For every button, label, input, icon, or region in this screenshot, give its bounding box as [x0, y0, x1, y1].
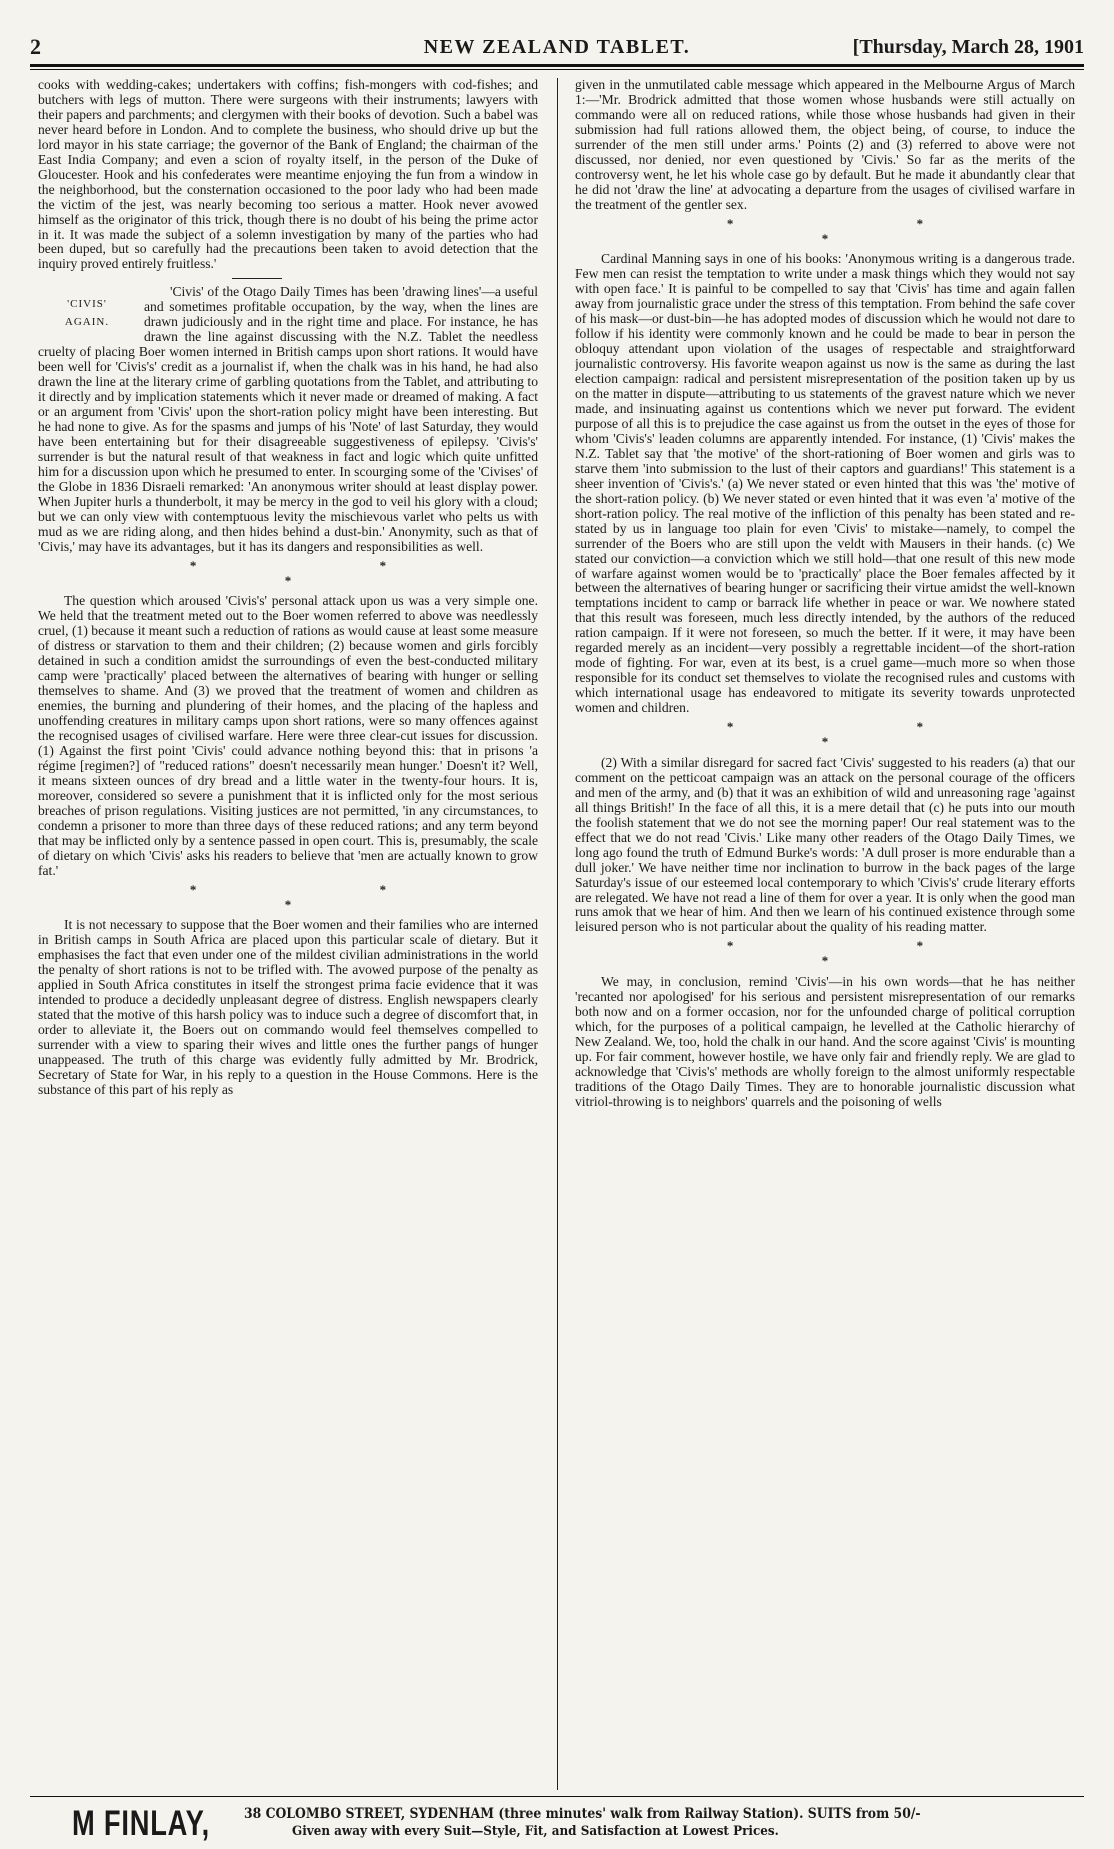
- left-column: [38, 78, 538, 1788]
- left-paragraph-civis-again: 'Civis' of the Otago Daily Times has been 'drawing lines'—a useful and sometimes profitable occupation, by the way, when the lines are drawn judiciously and in the right time and place. For instance, he has drawn the line against discussing with the N.Z. Tablet the needless cruelty of placing Boer women interned in British camps upon short rations. It would have been well for 'Civis's' credit as a journalist if, when the chalk was in his hand, he had also drawn the line at the literary crime of garbling quotations from the Tablet, and attributing to it directly and by implication statements which it never made or dreamed of making. A fact or an argument from 'Civis' upon the short-ration policy might have been interesting. But he had none to give. As for the spasms and jumps of his 'Note' of last Saturday, they would have been entertaining but for their disagreeable suggestiveness of epilepsy. 'Civis's' surrender is but the natural result of that weakness in fact and logic which quite unfitted him for a discussion upon which he presumed to enter. In scourging some of the 'Civises' of the Globe in 1836 Disraeli remarked: 'An anonymous writer should at least display power. When Jupiter hurls a thunderbolt, it may be mercy in the god to veil his glory with a cloud; but we can only view with contemptuous levity the mischievous varlet who pelts us with mud as we are riding along, and then hides behind a dust-bin.' Anonymity, such as that of 'Civis,' may have its advantages, but it has its dangers and responsibilities as well.: [38, 284, 538, 554]
- newspaper-title: NEW ZEALAND TABLET.: [423, 36, 691, 58]
- advertisement-footer: [30, 1802, 1084, 1846]
- asterism-divider: * * *: [726, 938, 1014, 969]
- civis-again-section: [38, 285, 538, 554]
- right-paragraph-manning: Cardinal Manning says in one of his books: 'Anonymous writing is a dangerous trade. Few men can resist the temptation to write under a mask things which they would not say with open face.' It is painful to be compelled to say that 'Civis' has time and again fallen away from journalistic grace under the stress of this temptation. From behind the safe cover of his mask—or dust-bin—he has adopted modes of discussion which he would not dare to follow if his identity were commonly known and he could be made to bear in person the obloquy attendant upon violation of the usages of respectable and straightforward journalistic controversy. His favorite weapon against us now is the same as during the last election campaign: radical and persistent misrepresentation of the position taken up by us on the matter in dispute—attributing to us statements of the gravest nature which we never made, and insinuating against us contentions which we never put forward. The evident purpose of all this is to prejudice the case against us from the outset in the eyes of those for whom 'Civis's' leaden columns are apparently intended. For instance, (1) 'Civis' makes the N.Z. Tablet say that 'the motive' of the short-rationing of Boer women and girls was to starve them 'into submission to the lust of their captors and guardians!' This statement is a sheer invention of 'Civis's.' (a) We never stated or even hinted that this was 'the' motive of the short-ration policy. (b) We never stated or even hinted that it was even 'a' motive of the short-ration policy. The real motive of the infliction of this penalty has been stated and re-stated by us in language too plain for even 'Civis' to mistake—namely, to compel the surrender of the Boers who are still upon the veldt with Mausers in their hands. (c) We stated our conviction—a conviction which we still hold—that one result of this new mode of warfare against women would be to 'practically' place the Boer females affected by it between the alternatives of bearing hunger or sacrificing their virtue amidst the well-known temptations incident to camp or barrack life whether in peace or war. We nowhere stated that this result was foreseen, much less directly intended, by the authors of the reduced ration campaign. If it were not foreseen, so much the better. If it were, it may have been regarded merely as an incident—very possibly a regrettable incident—of the short-ration mode of fighting. For war, even at its best, is a cruel game—much more so when those responsible for its conduct set themselves to violate the recognised rules and customs with which international usage has endeavored to mitigate its severity towards unprotected women and children.: [575, 251, 1075, 716]
- right-column: [575, 78, 1075, 1788]
- side-heading-line-1: 'CIVIS': [67, 298, 107, 311]
- page-header: [30, 34, 1084, 64]
- header-rule-thick: [30, 64, 1084, 67]
- asterism-divider: * * *: [189, 881, 477, 912]
- left-paragraph-hook-story: cooks with wedding-cakes; undertakers with coffins; fish-mongers with cod-fishes; and butchers with legs of mutton. There were surgeons with their instruments; lawyers with their papers and parchments; and clergymen with their books of devotion. Such a babel was never heard before in London. And to complete the business, who should drive up but the lord mayor in his state carriage; the governor of the Bank of England; the chairman of the East India Company; and even a scion of royalty itself, in the person of the Duke of Gloucester. Hook and his confederates were meantime enjoying the fun from a window in the neighborhood, but the consternation occasioned to the poor lady who had been made the victim of the jest, was nearly becoming too serious a matter. Hook never avowed himself as the originator of this trick, though there is no doubt of his being the prime actor in it. It was made the subject of a solemn investigation by many of the parties who had been duped, but so carefully had the precautions been taken to avoid detection that the inquiry proved entirely fruitless.': [38, 78, 538, 272]
- side-heading-line-2: AGAIN.: [64, 316, 110, 329]
- section-divider: [232, 278, 282, 279]
- advertiser-name: M FINLAY,: [72, 1804, 210, 1843]
- column-rule: [557, 78, 558, 1790]
- advertisement-line-1: 38 COLOMBO STREET, SYDENHAM (three minutes' walk from Railway Station). SUITS from 50/-: [244, 1806, 921, 1822]
- asterism-divider: * * *: [189, 557, 477, 588]
- page-number: 2: [30, 34, 41, 59]
- issue-date: [Thursday, March 28, 1901: [852, 36, 1084, 58]
- side-heading: [38, 295, 136, 331]
- right-paragraph-disregard: (2) With a similar disregard for sacred fact 'Civis' suggested to his readers (a) that our comment on the petticoat campaign was an attack on the personal courage of the officers and men of the army, and (b) that it was an exhibition of wild and unreasoning rage 'against all things British!' In the face of all this, it is a mere detail that (c) he puts into our mouth the foolish statement that we do not see the morning paper! Our real statement was to the effect that we do not read 'Civis.' Like many other readers of the Otago Daily Times, we long ago found the truth of Edmund Burke's words: 'A dull proser is more endurable than a dull joker.' We have neither time nor inclination to burrow in the back pages of the large Saturday's issue of our esteemed local contemporary to which 'Civis's' crude literary efforts are relegated. We have not read a line of them for over a year. It is only when the good man runs amok that we hear of him. And then we learn of his continued existence through some leisured person who is not particular about the quality of his reading matter.: [575, 754, 1075, 935]
- left-paragraph-question: The question which aroused 'Civis's' personal attack upon us was a very simple one. We held that the treatment meted out to the Boer women referred to above was needlessly cruel, (1) because it meant such a reduction of rations as would cause at least some measure of distress or starvation to them and their children; (2) because women and girls forcibly detained in such a condition amidst the surroundings of even the best-conducted military camp were 'practically' placed between the alternatives of bearing with hunger or selling themselves to shame. And (3) we proved that the treatment of women and children as enemies, the burning and plundering of their homes, and the placing of the hapless and unoffending creatures in military camps upon short rations, were so many offences against the recognised usages of civilised warfare. Here were three clear-cut issues for discussion. (1) Against the first point 'Civis' could advance nothing beyond this: that in prisons 'a régime [regimen?] of "reduced rations" doesn't necessarily mean hunger.' Doesn't it? Well, it means sixteen ounces of dry bread and a little water in the twenty-four hours. It is, moreover, considered so severe a punishment that it is inflicted only for the most serious breaches of prison regulations. Visiting justices are not permitted, 'in any circumstances, to condemn a prisoner to more than three days of these reduced rations; and any term beyond that may be inflicted only by a sentence passed in open court. This is, presumably, the scale of dietary on which 'Civis' asks his readers to believe that 'men are actually known to grow fat.': [38, 593, 538, 878]
- asterism-divider: * * *: [726, 215, 1014, 246]
- left-paragraph-boer-women: It is not necessary to suppose that the Boer women and their families who are interned in British camps in South Africa are placed upon this particular scale of dietary. But it emphasises the fact that even under one of the mildest civilian administrations in the world the penalty of short rations is not to be trifled with. The avowed purpose of the penalty as applied in South Africa constitutes in itself the strongest prima facie evidence that it was intended to produce a decidedly unpleasant degree of distress. English newspapers clearly stated that the motive of this harsh policy was to induce such a degree of discomfort that, in order to alleviate it, the Boers out on commando would feel themselves compelled to surrender with a view to sparing their wives and little ones the further pangs of hunger unappeased. The truth of this charge was evidently fully admitted by Mr. Brodrick, Secretary of State for War, in his reply to a question in the House Commons. Here is the substance of this part of his reply as: [38, 917, 538, 1097]
- header-rule-thin: [30, 69, 1084, 70]
- footer-rule: [30, 1796, 1084, 1797]
- asterism-divider: * * *: [726, 719, 1014, 749]
- right-paragraph-conclusion: We may, in conclusion, remind 'Civis'—in his own words—that he has neither 'recanted nor apologised' for his serious and persistent misrepresentation of our remarks both now and on a former occasion, nor for the unfounded charge of political corruption which, for the purposes of a political campaign, he levelled at the Catholic hierarchy of New Zealand. We, too, hold the chalk in our hand. And the score against 'Civis' is mounting up. For fair comment, however hostile, we have only fair and friendly reply. We are glad to acknowledge that 'Civis's' methods are wholly foreign to the almost uniformly respectable traditions of the Otago Daily Times. They are to honorable journalistic discussion what vitriol-throwing is to neighbors' quarrels and the poisoning of wells: [575, 974, 1075, 1109]
- right-paragraph-brodrick: given in the unmutilated cable message which appeared in the Melbourne Argus of March 1:—'Mr. Brodrick admitted that those women whose husbands were still actually on commando were all on reduced rations, while those whose husbands had given in their submission had full rations allowed them, the object being, of course, to induce the surrender of the men still under arms.' Points (2) and (3) referred to above were not discussed, nor denied, nor even questioned by 'Civis.' So far as the merits of the controversy went, he let his whole case go by default. But he made it abundantly clear that he did not 'draw the line' at advocating a departure from the usages of civilised warfare in the treatment of the gentler sex.: [575, 78, 1075, 212]
- advertisement-line-2: Given away with every Suit—Style, Fit, and Satisfaction at Lowest Prices.: [292, 1824, 779, 1839]
